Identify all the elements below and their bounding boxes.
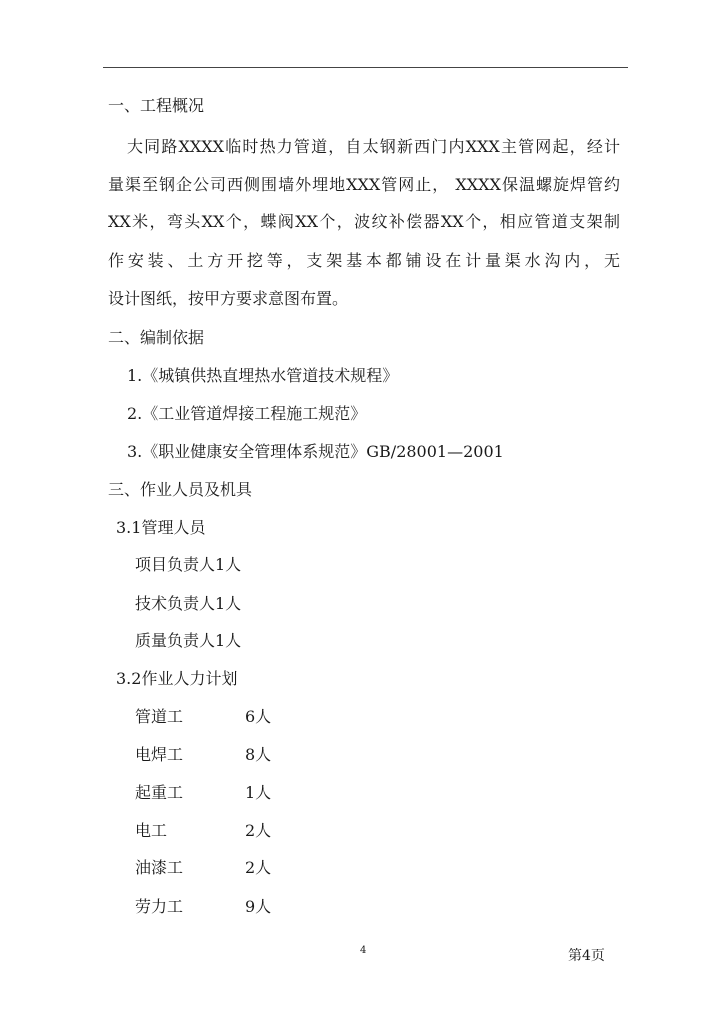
labor-role: 油漆工 [135,858,184,877]
section-2-heading: 二、编制依据 [108,328,205,347]
reference-item-3: 3.《职业健康安全管理体系规范》GB/28001—2001 [127,442,504,461]
section-3-heading: 三、作业人员及机具 [108,480,253,499]
labor-qty: 2人 [245,858,272,877]
section-1-heading: 一、工程概况 [108,96,205,115]
reference-item-1: 1.《城镇供热直埋热水管道技术规程》 [127,366,399,385]
labor-qty: 1人 [245,783,272,802]
labor-qty: 2人 [245,821,272,840]
labor-role: 劳力工 [135,897,184,916]
labor-role: 管道工 [135,707,184,726]
paragraph-line-1: 大同路XXXX临时热力管道，自太钢新西门内XXX主管网起，经计 [127,137,620,156]
labor-qty: 6人 [245,707,272,726]
labor-qty: 9人 [245,897,272,916]
subsection-3-2-heading: 3.2作业人力计划 [116,669,238,688]
paragraph-line-4: 作安装、土方开挖等，支架基本都铺设在计量渠水沟内，无 [108,251,620,270]
paragraph-line-3: XX米，弯头XX个，蝶阀XX个，波纹补偿器XX个，相应管道支架制 [108,212,620,231]
labor-qty: 8人 [245,745,272,764]
subsection-3-1-heading: 3.1管理人员 [116,518,206,537]
page-label: 第4页 [568,948,605,964]
labor-role: 起重工 [135,783,184,802]
paragraph-line-5: 设计图纸，按甲方要求意图布置。 [108,289,349,308]
manager-item-2: 技术负责人1人 [135,594,242,613]
manager-item-1: 项目负责人1人 [135,555,242,574]
header-rule [103,67,628,68]
labor-role: 电工 [135,821,168,840]
paragraph-line-2: 量渠至钢企公司西侧围墙外埋地XXX管网止， XXXX保温螺旋焊管约 [108,175,620,194]
page-number: 4 [360,945,367,956]
labor-role: 电焊工 [135,745,184,764]
manager-item-3: 质量负责人1人 [135,631,242,650]
reference-item-2: 2.《工业管道焊接工程施工规范》 [127,404,367,423]
